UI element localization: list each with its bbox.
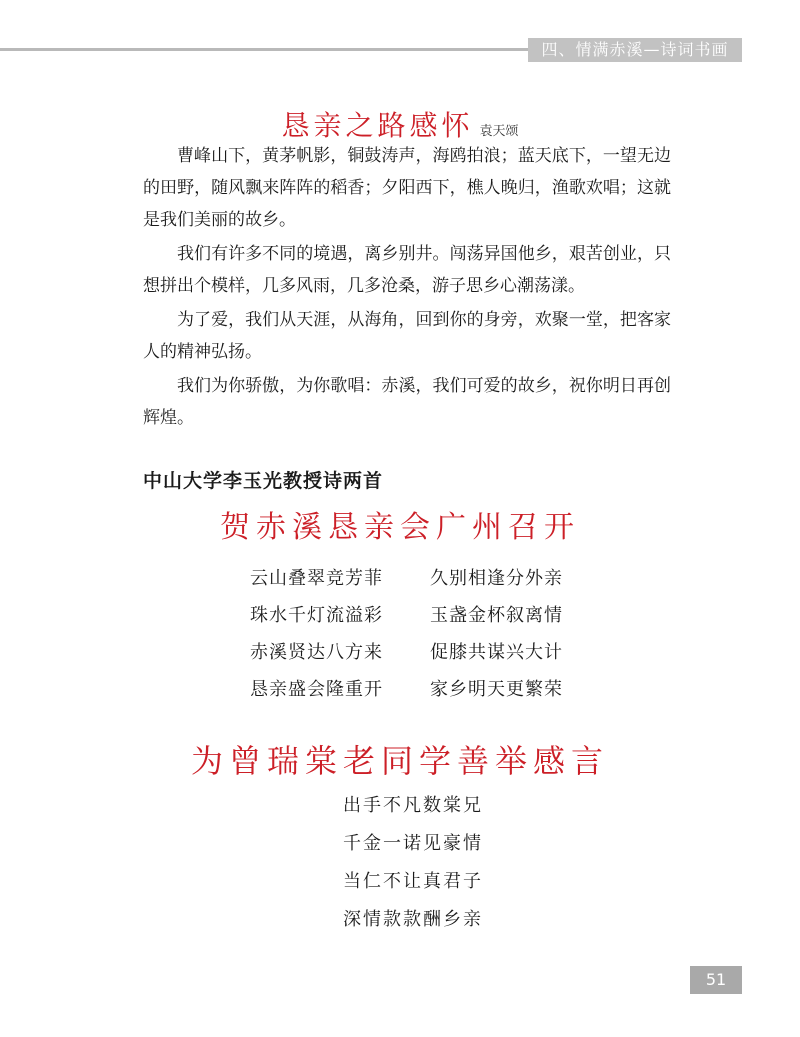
poem-line-pair — [250, 597, 610, 634]
essay-paragraph: 曹峰山下，黄茅帆影，铜鼓涛声，海鸥拍浪；蓝天底下，一望无边的田野，随风飘来阵阵的稻香；夕阳西下，樵人晚归，渔歌欢唱；这就是我们美丽的故乡。 — [143, 146, 671, 230]
essay-body — [143, 140, 671, 436]
poem1-title: 贺赤溪恳亲会广州召开 — [220, 510, 580, 545]
essay-paragraph: 我们为你骄傲，为你歌唱：赤溪，我们可爱的故乡，祝你明日再创辉煌。 — [143, 376, 671, 428]
essay-paragraph: 我们有许多不同的境遇，离乡别井。闯荡异国他乡，艰苦创业，只想拼出个模样，几多风雨，几多沧桑，游子思乡心潮荡漾。 — [143, 244, 671, 296]
poem-line: 出手不凡数棠兄 — [343, 795, 483, 816]
essay-author: 袁天颂 — [479, 124, 519, 139]
poem-line: 深情款款酬乡亲 — [343, 909, 483, 930]
poem-line-pair — [250, 634, 610, 671]
poem-line: 恳亲盛会隆重开 — [250, 679, 383, 700]
poem-line: 赤溪贤达八方来 — [250, 642, 383, 663]
header-rule — [0, 48, 528, 51]
essay-title: 恳亲之路感怀 — [281, 109, 474, 142]
poem-line: 千金一诺见豪情 — [343, 833, 483, 854]
running-header — [0, 38, 800, 62]
poem-line: 家乡明天更繁荣 — [430, 679, 563, 700]
poem-line-pair — [250, 560, 610, 597]
essay-paragraph: 为了爱，我们从天涯，从海角，回到你的身旁，欢聚一堂，把客家人的精神弘扬。 — [143, 310, 671, 362]
poem-line-pair — [250, 671, 610, 708]
poem1-body — [250, 560, 610, 708]
poem-line: 玉盏金杯叙离情 — [430, 605, 563, 626]
page-number: 51 — [690, 966, 742, 994]
poem2-body — [343, 787, 483, 939]
poem2-title: 为曾瑞棠老同学善举感言 — [190, 742, 609, 780]
poem-line: 云山叠翠竞芳菲 — [250, 568, 383, 589]
poem-line: 珠水千灯流溢彩 — [250, 605, 383, 626]
essay-title-line — [0, 104, 800, 144]
poem-line: 促膝共谋兴大计 — [430, 642, 563, 663]
poem-line: 当仁不让真君子 — [343, 871, 483, 892]
section-title: 四、情满赤溪—诗词书画 — [528, 38, 742, 62]
poem-line: 久别相逢分外亲 — [430, 568, 563, 589]
section-heading: 中山大学李玉光教授诗两首 — [143, 470, 384, 492]
